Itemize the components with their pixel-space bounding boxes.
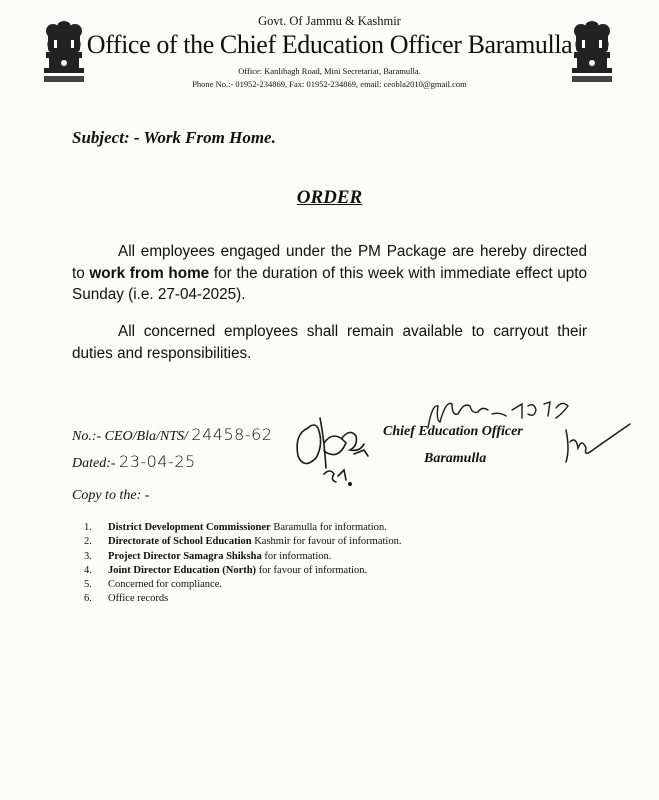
reference-date-value: 23-04-25 [119, 452, 196, 471]
list-item [84, 578, 401, 592]
list-item [84, 564, 401, 578]
reference-number-value: 24458-62 [191, 425, 273, 444]
handwritten-initials [280, 398, 390, 498]
list-item-number: 4. [84, 564, 92, 576]
order-paragraph-2 [72, 321, 587, 364]
list-item-number: 3. [84, 550, 92, 562]
list-item-text: Office records [108, 593, 169, 605]
list-item-number: 1. [84, 522, 92, 533]
reference-number-label: No.:- CEO/Bla/NTS/ [72, 429, 188, 444]
para1-emphasis: work from home [89, 264, 210, 282]
list-item-number: 2. [84, 536, 92, 548]
list-item-text: for favour of information. [256, 564, 368, 576]
order-title: ORDER [296, 187, 363, 208]
copy-to-heading: Copy to the: - [72, 488, 150, 503]
order-paragraph-1 [72, 241, 587, 306]
list-item-bold: District Development Commissioner [108, 522, 271, 533]
header-govt: Govt. Of Jammu & Kashmir [258, 14, 401, 28]
signatory-place: Baramulla [424, 451, 487, 466]
list-item-text: for information. [261, 550, 332, 562]
reference-number [72, 425, 272, 445]
list-item [84, 592, 401, 606]
list-item-bold: Joint Director Education (North) [108, 564, 257, 576]
signatory-title: Chief Education Officer [383, 424, 523, 439]
header-contact: Phone No.:- 01952-234869, Fax: 01952-234869, email: ceobla2010@gmail.com [192, 79, 467, 89]
para2-text: All concerned employees shall remain available to carryout their duties and responsibilities. [72, 323, 587, 362]
list-item-bold: Project Director Samagra Shiksha [108, 550, 262, 562]
list-item-text: Kashmir for favour of information. [251, 536, 402, 548]
signature-flourish [560, 418, 640, 474]
list-item-number: 6. [84, 593, 92, 605]
list-item [84, 521, 401, 535]
list-item-bold: Directorate of School Education [108, 536, 252, 548]
reference-date-label: Dated:- [72, 456, 116, 471]
header-office-title: Office of the Chief Education Officer Baramulla [86, 30, 573, 59]
copy-to-list [84, 521, 401, 607]
header-address: Office: Kanlibagh Road, Mini Secretariat, Baramulla. [238, 66, 421, 76]
para1-text-a: All employees engaged under the PM Package are hereby directed to [72, 243, 587, 282]
list-item-text: Baramulla for information. [270, 522, 387, 533]
list-item-text: Concerned for compliance. [108, 579, 222, 591]
para1-text-b: for the duration of this week with immediate effect upto Sunday (i.e. 27-04-2025). [72, 264, 587, 303]
list-item [84, 550, 401, 564]
subject-line: Subject: - Work From Home. [72, 128, 276, 147]
list-item-number: 5. [84, 579, 92, 591]
list-item [84, 535, 401, 549]
reference-date [72, 452, 196, 472]
